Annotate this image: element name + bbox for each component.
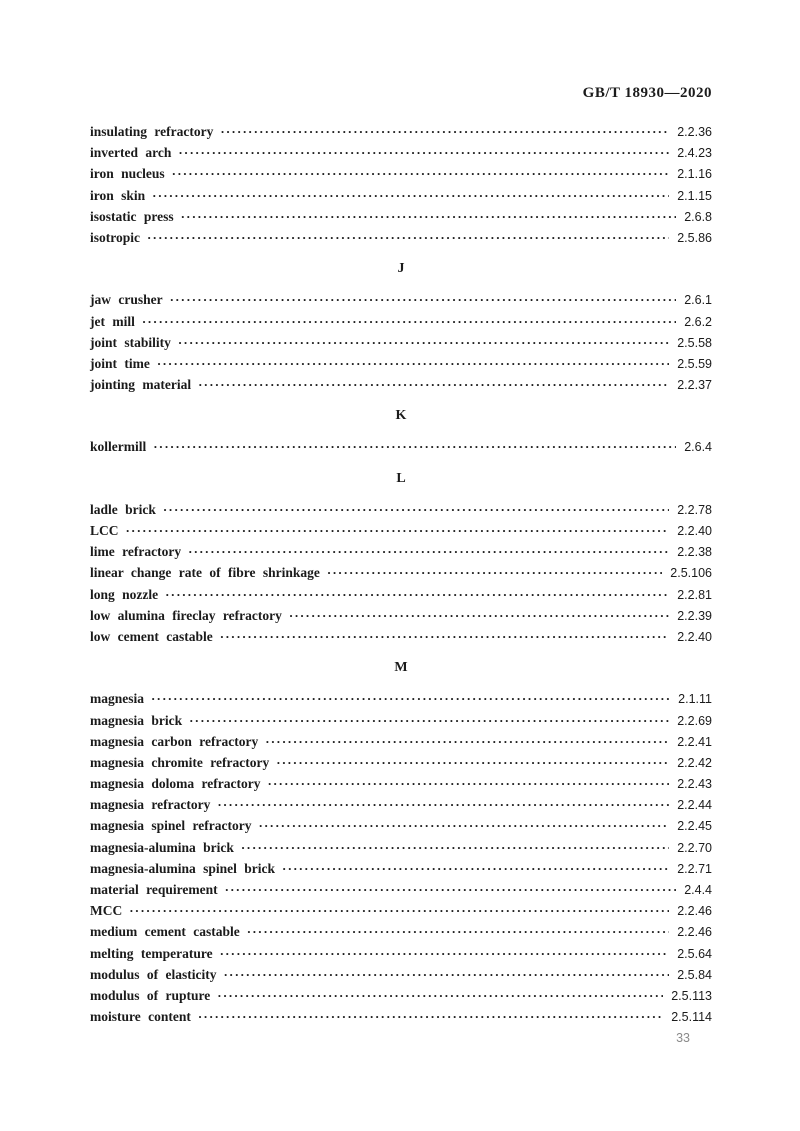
entry-ref: 2.2.39 xyxy=(677,608,712,623)
page-number: 33 xyxy=(676,1031,690,1046)
entry-ref: 2.2.70 xyxy=(677,840,712,855)
entry-term: inverted arch xyxy=(90,145,172,161)
section-letter-M: M xyxy=(394,660,408,676)
index-entry xyxy=(90,773,712,794)
entry-ref: 2.1.16 xyxy=(677,167,712,182)
dot-leader xyxy=(152,185,669,206)
dot-leader xyxy=(172,163,670,184)
dot-leader xyxy=(241,837,669,858)
dot-leader xyxy=(151,688,670,709)
entry-ref: 2.2.41 xyxy=(677,734,712,749)
index-entry xyxy=(90,921,712,942)
entry-term: insulating refractory xyxy=(90,124,214,139)
index-entry xyxy=(90,794,712,815)
index-entry xyxy=(90,289,712,310)
entry-term: low cement castable xyxy=(90,628,213,644)
entry-term: iron nucleus xyxy=(90,166,165,182)
entry-ref: 2.5.86 xyxy=(677,230,712,245)
entry-term: isostatic press xyxy=(90,208,174,224)
entry-ref: 2.2.45 xyxy=(677,819,712,834)
index-entry xyxy=(90,185,712,206)
entry-ref: 2.2.69 xyxy=(677,713,712,728)
dot-leader xyxy=(178,142,669,163)
entry-ref: 2.5.114 xyxy=(671,1010,712,1025)
entry-term: MCC xyxy=(90,903,123,919)
index-entry xyxy=(90,626,712,647)
entry-ref: 2.1.15 xyxy=(677,188,712,203)
index-entry xyxy=(90,163,712,184)
entry-ref: 2.4.23 xyxy=(677,146,712,161)
dot-leader xyxy=(267,773,669,794)
dot-leader xyxy=(165,584,669,605)
index-entry xyxy=(90,374,712,395)
entry-ref: 2.2.46 xyxy=(677,925,712,940)
entry-term: iron skin xyxy=(90,187,146,203)
dot-leader xyxy=(265,731,669,752)
index-entry xyxy=(90,520,712,541)
entry-term: low alumina fireclay refractory xyxy=(90,607,282,623)
entry-term: magnesia xyxy=(90,691,144,707)
entry-ref: 2.1.11 xyxy=(678,692,712,707)
entry-ref: 2.2.37 xyxy=(677,378,712,393)
index-entry xyxy=(90,1006,712,1027)
index-entry xyxy=(90,499,712,520)
entry-term: modulus of rupture xyxy=(90,987,211,1003)
dot-leader xyxy=(217,794,669,815)
index-entry xyxy=(90,985,712,1006)
entry-ref: 2.2.43 xyxy=(677,777,712,792)
index-entry xyxy=(90,964,712,985)
index-entry xyxy=(90,436,712,457)
entry-ref: 2.2.78 xyxy=(677,502,712,517)
entry-term: medium cement castable xyxy=(90,924,240,940)
entry-term: jointing material xyxy=(90,377,192,393)
index-entry xyxy=(90,353,712,374)
index-entry xyxy=(90,121,712,142)
index-entry xyxy=(90,227,712,248)
entry-ref: 2.6.4 xyxy=(684,440,712,455)
index-entry xyxy=(90,311,712,332)
entry-term: magnesia doloma refractory xyxy=(90,776,261,792)
dot-leader xyxy=(129,900,669,921)
entry-ref: 2.2.40 xyxy=(677,629,712,644)
entry-ref: 2.2.46 xyxy=(677,904,712,919)
entry-term: magnesia spinel refractory xyxy=(90,818,252,834)
entry-term: jet mill xyxy=(90,313,135,329)
dot-leader xyxy=(126,520,670,541)
index-entry xyxy=(90,900,712,921)
dot-leader xyxy=(276,752,669,773)
dot-leader xyxy=(188,541,669,562)
entry-term: magnesia-alumina spinel brick xyxy=(90,860,276,876)
dot-leader xyxy=(220,943,670,964)
entry-term: isotropic xyxy=(90,229,140,245)
index-list xyxy=(90,121,712,1027)
entry-term: lime refractory xyxy=(90,544,182,560)
index-entry xyxy=(90,858,712,879)
entry-term: magnesia refractory xyxy=(90,797,211,813)
entry-term: kollermill xyxy=(90,439,147,455)
entry-term: magnesia-alumina brick xyxy=(90,839,234,855)
dot-leader xyxy=(289,605,669,626)
entry-term: ladle brick xyxy=(90,501,156,517)
dot-leader xyxy=(189,710,669,731)
entry-ref: 2.5.113 xyxy=(671,988,712,1003)
entry-ref: 2.5.64 xyxy=(677,946,712,961)
entry-ref: 2.5.106 xyxy=(670,566,712,581)
index-entry xyxy=(90,541,712,562)
index-entry xyxy=(90,142,712,163)
dot-leader xyxy=(217,985,663,1006)
section-letter-L: L xyxy=(396,470,406,486)
entry-ref: 2.2.40 xyxy=(677,524,712,538)
dot-leader xyxy=(247,921,670,942)
index-entry xyxy=(90,688,712,709)
dot-leader xyxy=(157,353,669,374)
dot-leader xyxy=(220,121,669,142)
entry-ref: 2.2.42 xyxy=(677,755,712,770)
dot-leader xyxy=(258,815,669,836)
entry-ref: 2.4.4 xyxy=(684,883,712,897)
entry-term: joint stability xyxy=(90,334,171,350)
entry-term: melting temperature xyxy=(90,945,213,961)
dot-leader xyxy=(170,289,677,310)
entry-ref: 2.6.8 xyxy=(684,209,712,224)
index-entry xyxy=(90,562,712,583)
index-entry xyxy=(90,837,712,858)
entry-term: jaw crusher xyxy=(90,292,163,308)
entry-ref: 2.2.36 xyxy=(677,125,712,139)
dot-leader xyxy=(147,227,669,248)
entry-ref: 2.5.58 xyxy=(677,335,712,350)
index-entry xyxy=(90,206,712,227)
dot-leader xyxy=(198,1006,663,1027)
doc-code-header: GB/T 18930—2020 xyxy=(582,85,712,101)
entry-term: magnesia chromite refractory xyxy=(90,754,270,770)
entry-ref: 2.6.1 xyxy=(684,293,712,308)
entry-term: moisture content xyxy=(90,1009,191,1025)
entry-term: long nozzle xyxy=(90,586,159,602)
entry-ref: 2.2.81 xyxy=(677,587,712,602)
section-letter-J: J xyxy=(397,261,405,277)
entry-ref: 2.5.84 xyxy=(677,967,712,982)
index-entry xyxy=(90,584,712,605)
index-entry xyxy=(90,879,712,900)
entry-term: material requirement xyxy=(90,882,218,897)
entry-term: modulus of elasticity xyxy=(90,966,217,982)
index-entry xyxy=(90,605,712,626)
entry-term: magnesia brick xyxy=(90,712,183,728)
entry-term: joint time xyxy=(90,355,150,371)
index-entry xyxy=(90,752,712,773)
dot-leader xyxy=(282,858,669,879)
dot-leader xyxy=(327,562,662,583)
dot-leader xyxy=(181,206,677,227)
dot-leader xyxy=(198,374,669,395)
dot-leader xyxy=(153,436,676,457)
entry-ref: 2.2.38 xyxy=(677,545,712,560)
index-entry xyxy=(90,815,712,836)
index-entry xyxy=(90,332,712,353)
index-entry xyxy=(90,710,712,731)
section-letter-K: K xyxy=(395,408,407,424)
entry-ref: 2.2.44 xyxy=(677,798,712,813)
entry-term: LCC xyxy=(90,523,119,538)
entry-term: magnesia carbon refractory xyxy=(90,733,259,749)
index-entry xyxy=(90,731,712,752)
entry-ref: 2.2.71 xyxy=(677,861,712,876)
dot-leader xyxy=(178,332,669,353)
dot-leader xyxy=(163,499,669,520)
dot-leader xyxy=(224,964,670,985)
index-entry xyxy=(90,943,712,964)
dot-leader xyxy=(142,311,676,332)
dot-leader xyxy=(225,879,677,900)
entry-term: linear change rate of fibre shrinkage xyxy=(90,565,320,581)
entry-ref: 2.6.2 xyxy=(684,314,712,329)
dot-leader xyxy=(220,626,670,647)
entry-ref: 2.5.59 xyxy=(677,356,712,371)
